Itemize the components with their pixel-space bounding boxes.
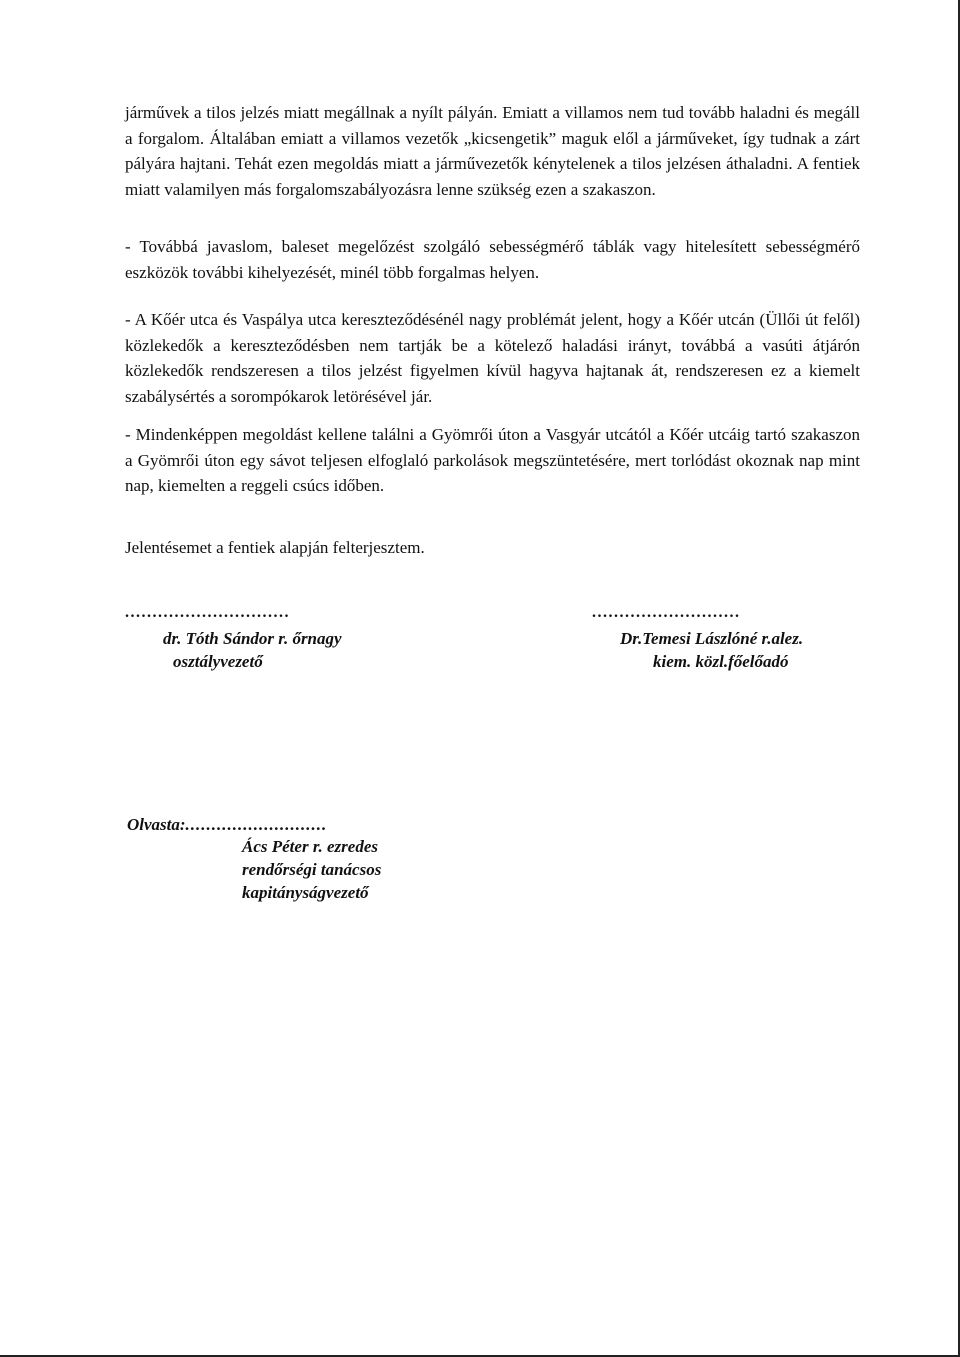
paragraph-gyomroi-parking: - Mindenképpen megoldást kellene találni a Gyömrői úton a Vasgyár utcától a Kőér utcáig tartó szakaszon a Gyömrői úton egy sávot teljesen elfoglaló parkolások megszüntetésére, mert torlódást okoznak nap mint nap, kiemelten a reggeli csúcs időben. — [125, 425, 860, 495]
reader-line — [127, 815, 327, 835]
signer-name-left: dr. Tóth Sándor r. őrnagy — [163, 629, 342, 648]
reader-dots: ........................... — [185, 815, 328, 834]
paragraph-traffic-signal: járművek a tilos jelzés miatt megállnak a nyílt pályán. Emiatt a villamos nem tud tovább haladni és megáll a forgalom. Általában emiatt a villamos vezetők „kicsengetik” maguk elől a járműveket, így tudnak a zárt pályára hajtani. Tehát ezen megoldás miatt a járművezetők kénytelenek a tilos jelzésen áthaladni. A fentiek miatt valamilyen más forgalomszabályozásra lenne szükség ezen a szakaszon. — [125, 103, 860, 199]
signer-title-right: kiem. közl.főelőadó — [653, 652, 789, 671]
paragraph-speed-meters: - Továbbá javaslom, baleset megelőzést szolgáló sebességmérő táblák vagy hitelesített sebességmérő eszközök további kihelyezését, minél több forgalmas helyen. — [125, 237, 860, 282]
reader-title: kapitányságvezető — [242, 883, 369, 902]
paragraph-submission: Jelentésemet a fentiek alapján felterjesztem. — [125, 538, 425, 557]
signer-title-left: osztályvezető — [173, 652, 263, 671]
reader-label: Olvasta: — [127, 815, 186, 834]
paragraph-koer-vaspalya-crossing: - A Kőér utca és Vaspálya utca kereszteződésénél nagy problémát jelent, hogy a Kőér utcán (Üllői út felől) közlekedők a kereszteződésben nem tartják be a kötelező haladási irányt, továbbá a vasúti átjárón közlekedők rendszeresen a tilos jelzést figyelmen kívül hagyva hajtanak át, rendszeresen ez a kiemelt szabálysértés a sorompókarok letörésével jár. — [125, 310, 860, 406]
reader-block — [242, 835, 381, 904]
signature-line-right: ........................... — [592, 604, 741, 621]
signer-name-right: Dr.Temesi Lászlóné r.alez. — [620, 629, 804, 648]
reader-name: Ács Péter r. ezredes — [242, 837, 378, 856]
signature-block-right — [620, 627, 803, 673]
signature-line-left: .............................. — [125, 604, 290, 621]
reader-rank: rendőrségi tanácsos — [242, 860, 382, 879]
signature-block-left — [163, 627, 342, 673]
